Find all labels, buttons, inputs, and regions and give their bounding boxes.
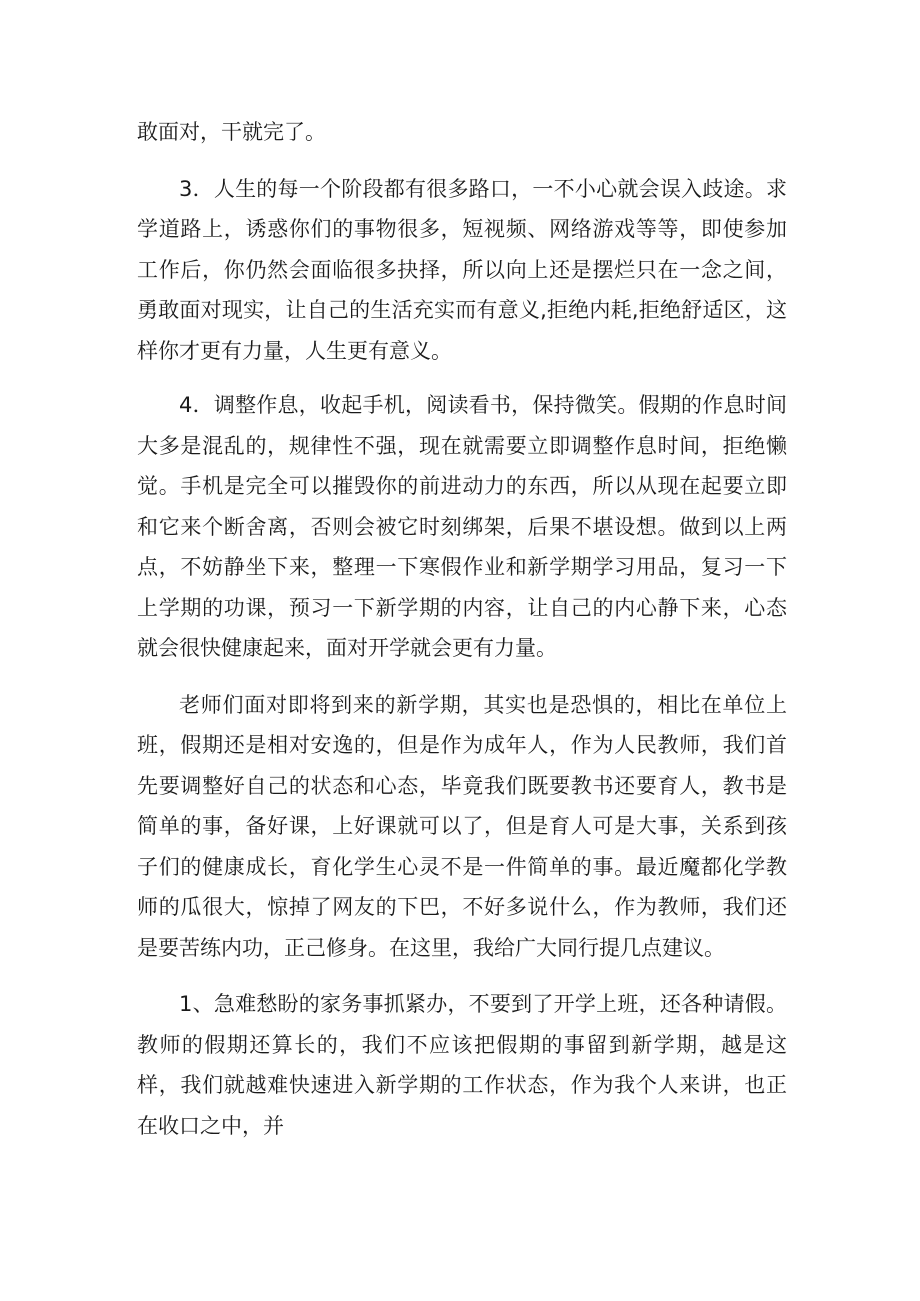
paragraph-teachers: 老师们面对即将到来的新学期，其实也是恐惧的，相比在单位上班，假期还是相对安逸的，但是作为成年人，作为人民教师，我们首先要调整好自己的状态和心态，毕竟我们既要教书还要育人，教书是简单的事，备好课，上好课就可以了，但是育人可是大事，关系到孩子们的健康成长，育化学生心灵不是一件简单的事。最近魔都化学教师的瓜很大，惊掉了网友的下巴，不好多说什么，作为教师，我们还是要苦练内功，正己修身。在这里，我给广大同行提几点建议。 [137, 692, 787, 960]
paragraph-item-4: 4．调整作息，收起手机，阅读看书，保持微笑。假期的作息时间大多是混乱的，规律性不强，现在就需要立即调整作息时间，拒绝懒觉。手机是完全可以摧毁你的前进动力的东西，所以从现在起要立即和它来个断舍离，否则会被它时刻绑架，后果不堪设想。做到以上两点，不妨静坐下来，整理一下寒假作业和新学期学习用品，复习一下上学期的功课，预习一下新学期的内容，让自己的内心静下来，心态就会很快健康起来，面对开学就会更有力量。 [137, 393, 787, 660]
paragraph-suggestion-1: 1、急难愁盼的家务事抓紧办，不要到了开学上班，还各种请假。教师的假期还算长的，我们不应该把假期的事留到新学期，越是这样，我们就越难快速进入新学期的工作状态，作为我个人来讲，也正在收口之中，并 [137, 992, 787, 1138]
paragraph-continuation: 敢面对，干就完了。 [137, 120, 326, 144]
paragraph-item-3: 3．人生的每一个阶段都有很多路口，一不小心就会误入歧途。求学道路上，诱惑你们的事物很多，短视频、网络游戏等等，即使参加工作后，你仍然会面临很多抉择，所以向上还是摆烂只在一念之间，勇敢面对现实，让自己的生活充实而有意义,拒绝内耗,拒绝舒适区，这样你才更有力量，人生更有意义。 [137, 176, 787, 363]
document-body [137, 112, 787, 1146]
